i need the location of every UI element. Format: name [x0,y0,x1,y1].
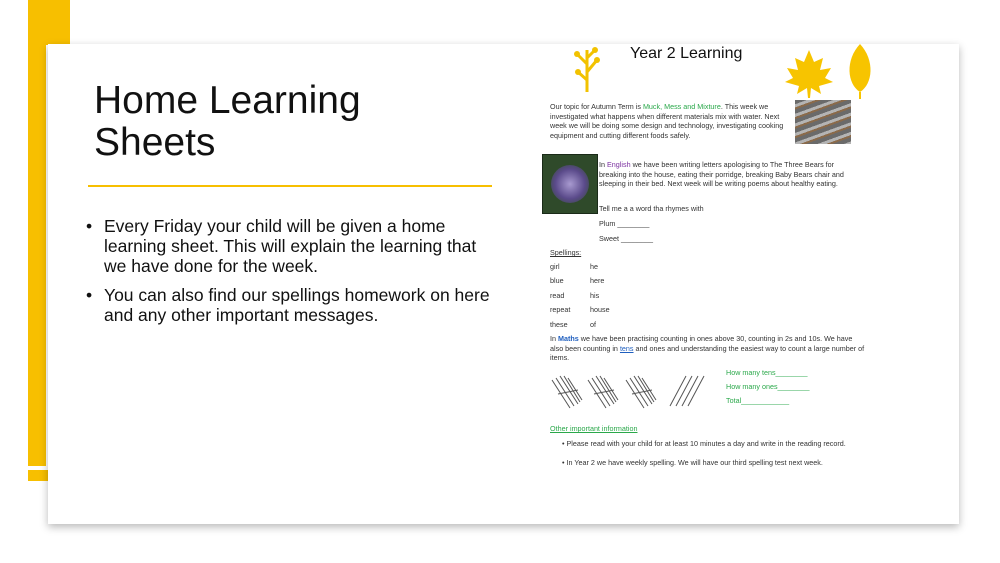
other-info-heading: Other important information [550,424,638,433]
rhyme-prompt: Tell me a a word tha rhymes with [599,204,704,213]
bullet-dot: • [86,285,93,305]
learning-sheet-image [540,38,880,478]
spelling-row: these of [550,320,596,329]
book-cover-image [542,154,598,214]
how-many-ones: How many ones________ [726,382,810,391]
bullet-item: • Every Friday your child will be given a home learning sheet. This will explain the learning that we have done for the week. [86,216,477,276]
maths-paragraph: In Maths we have been practising counting in ones above 30, counting in 2s and 10s. We have also been counting in tens and ones and understanding the easiest way to count a large number of items. [550,334,865,363]
sheet-title: Year 2 Learning [630,45,743,62]
counting-sticks-image [548,370,718,412]
maple-leaf-icon [783,48,835,98]
spelling-row: repeat house [550,305,610,314]
twig-icon [568,42,606,94]
spelling-row: read his [550,291,600,300]
bullet-item: • You can also find our spellings homework on here and any other important messages. [86,285,490,325]
topic-paragraph: Our topic for Autumn Term is Muck, Mess and Mixture. This week we investigated what happens when different materials mix with water. Next week we will be doing some design and technology, investigating cooking equipment and cutting different foods safely. [550,102,784,140]
info-item: • Please read with your child for at least 10 minutes a day and write in the reading record. [562,439,846,448]
bullet-list [84,216,494,334]
spelling-row: blue here [550,276,605,285]
rhyme-line-1: Plum ________ [599,219,650,228]
accent-bar-left [28,0,46,481]
spelling-row: girl he [550,262,598,271]
rhyme-line-2: Sweet ________ [599,234,653,243]
accent-bar-top [28,0,70,45]
accent-bar-foot [28,470,48,481]
title-underline [88,185,492,187]
total-line: Total____________ [726,396,790,405]
materials-photo [795,100,851,144]
leaf-icon [845,42,875,100]
english-paragraph: In English we have been writing letters apologising to The Three Bears for breaking into the house, eating their porridge, breaking Baby Bears chair and sleeping in their bed. Next week will be writing poems about healthy eating. [599,160,844,189]
slide-title: Home Learning Sheets [94,79,361,164]
spellings-heading: Spellings: [550,248,582,257]
how-many-tens: How many tens________ [726,368,808,377]
bullet-dot: • [86,216,93,236]
info-item: • In Year 2 we have weekly spelling. We will have our third spelling test next week. [562,458,823,467]
